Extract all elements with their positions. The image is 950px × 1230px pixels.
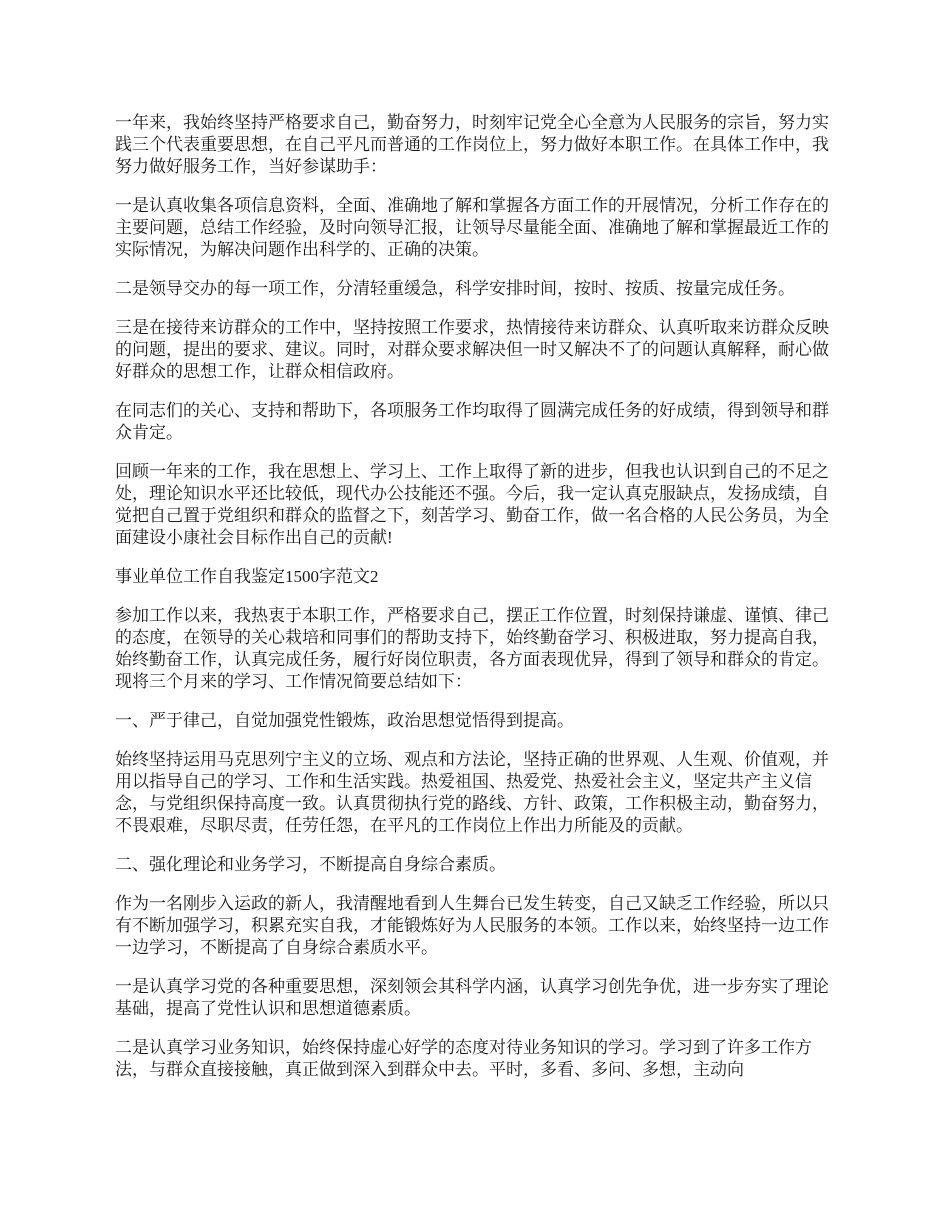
paragraph-7: 参加工作以来，我热衷于本职工作，严格要求自己，摆正工作位置，时刻保持谦虚、谨慎、律己的态度，在领导的关心栽培和同事们的帮助支持下，始终勤奋学习、积极进取，努力提高自我，始终勤奋工作，认真完成任务，履行好岗位职责，各方面表现优异，得到了领导和群众的肯定。现将三个月来的学习、工作情况简要总结如下： bbox=[115, 606, 829, 691]
subheading-1: 一、严于律己，自觉加强党性锻炼，政治思想觉悟得到提高。 bbox=[115, 711, 574, 730]
paragraph-1: 一年来，我始终坚持严格要求自己，勤奋努力，时刻牢记党全心全意为人民服务的宗旨，努力实践三个代表重要思想，在自己平凡而普通的工作岗位上，努力做好本职工作。在具体工作中，我努力做好服务工作，当好参谋助手： bbox=[115, 113, 829, 176]
paragraph-6: 回顾一年来的工作，我在思想上、学习上、工作上取得了新的进步，但我也认识到自己的不足之处，理论知识水平还比较低，现代办公技能还不强。今后，我一定认真克服缺点，发扬成绩，自觉把自己置于党组织和群众的监督之下，刻苦学习、勤奋工作，做一名合格的人民公务员，为全面建设小康社会目标作出自己的贡献! bbox=[115, 462, 829, 547]
paragraph-9: 作为一名刚步入运政的新人，我清醒地看到人生舞台已发生转变，自己又缺乏工作经验，所以只有不断加强学习，积累充实自我，才能锻炼好为人民服务的本领。工作以来，始终坚持一边工作一边学习，不断提高了自身综合素质水平。 bbox=[115, 894, 829, 957]
paragraph-4: 三是在接待来访群众的工作中，坚持按照工作要求，热情接待来访群众、认真听取来访群众反映的问题，提出的要求、建议。同时，对群众要求解决但一时又解决不了的问题认真解释，耐心做好群众的思想工作，让群众相信政府。 bbox=[115, 318, 829, 381]
paragraph-8: 始终坚持运用马克思列宁主义的立场、观点和方法论，坚持正确的世界观、人生观、价值观，并用以指导自己的学习、工作和生活实践。热爱祖国、热爱党、热爱社会主义，坚定共产主义信念，与党组织保持高度一致。认真贯彻执行党的路线、方针、政策，工作积极主动，勤奋努力，不畏艰难，尽职尽责，任劳任怨，在平凡的工作岗位上作出力所能及的贡献。 bbox=[115, 750, 829, 835]
paragraph-10: 一是认真学习党的各种重要思想，深刻领会其科学内涵，认真学习创先争优，进一步夯实了理论基础，提高了党性认识和思想道德素质。 bbox=[115, 977, 829, 1018]
document-page bbox=[115, 112, 845, 1098]
paragraph-11: 二是认真学习业务知识，始终保持虚心好学的态度对待业务知识的学习。学习到了许多工作方法，与群众直接接触，真正做到深入到群众中去。平时，多看、多问、多想，主动向 bbox=[115, 1038, 812, 1079]
paragraph-2: 一是认真收集各项信息资料，全面、准确地了解和掌握各方面工作的开展情况，分析工作存在的主要问题，总结工作经验，及时向领导汇报，让领导尽量能全面、准确地了解和掌握最近工作的实际情况，为解决问题作出科学的、正确的决策。 bbox=[115, 196, 829, 259]
paragraph-5: 在同志们的关心、支持和帮助下，各项服务工作均取得了圆满完成任务的好成绩，得到领导和群众肯定。 bbox=[115, 401, 829, 442]
subheading-2: 二、强化理论和业务学习，不断提高自身综合素质。 bbox=[115, 855, 506, 874]
paragraph-3: 二是领导交办的每一项工作，分清轻重缓急，科学安排时间，按时、按质、按量完成任务。 bbox=[115, 279, 795, 298]
section-heading: 事业单位工作自我鉴定1500字范文2 bbox=[115, 567, 379, 586]
